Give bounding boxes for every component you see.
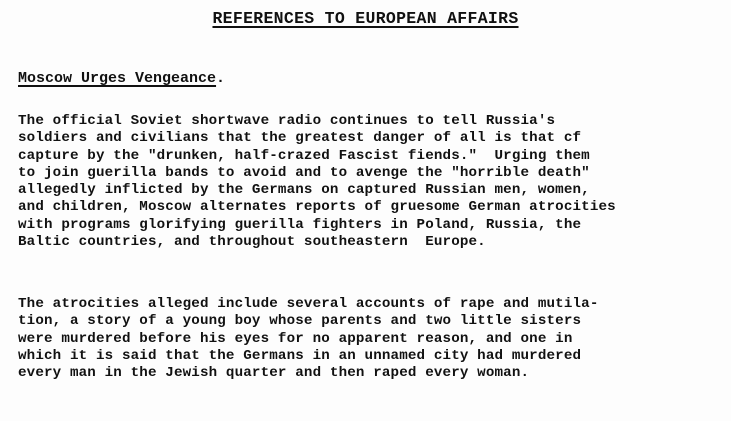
paragraph-line: allegedly inflicted by the Germans on captured Russian men, women, (18, 182, 590, 199)
paragraph-line: The atrocities alleged include several accounts of rape and mutila- (18, 296, 599, 312)
paragraph-line: were murdered before his eyes for no apparent reason, and one in (18, 330, 573, 347)
paragraph-1 (18, 113, 616, 251)
section-heading-text: Moscow Urges Vengeance (18, 70, 217, 87)
paragraph-line: soldiers and civilians that the greatest danger of all is that cf (18, 130, 582, 147)
paragraph-line: The official Soviet shortwave radio continues to tell Russia's (18, 113, 556, 129)
section-heading-punct: . (216, 70, 226, 87)
paragraph-2 (18, 296, 598, 382)
paragraph-line: Baltic countries, and throughout southeastern Europe. (18, 234, 486, 251)
paragraph-line: and children, Moscow alternates reports of gruesome German atrocities (18, 199, 616, 216)
paragraph-line: capture by the "drunken, half-crazed Fascist fiends." Urging them (18, 147, 590, 164)
paragraph-line: to join guerilla bands to avoid and to avenge the "horrible death" (18, 164, 590, 181)
document-title: REFERENCES TO EUROPEAN AFFAIRS (212, 9, 519, 28)
paragraph-line: every man in the Jewish quarter and then raped every woman. (18, 365, 530, 382)
paragraph-line: tion, a story of a young boy whose parents and two little sisters (18, 313, 582, 330)
paragraph-line: with programs glorifying guerilla fighters in Poland, Russia, the (18, 216, 582, 233)
paragraph-line: which it is said that the Germans in an unnamed city had murdered (18, 347, 582, 364)
section-heading (18, 70, 225, 87)
